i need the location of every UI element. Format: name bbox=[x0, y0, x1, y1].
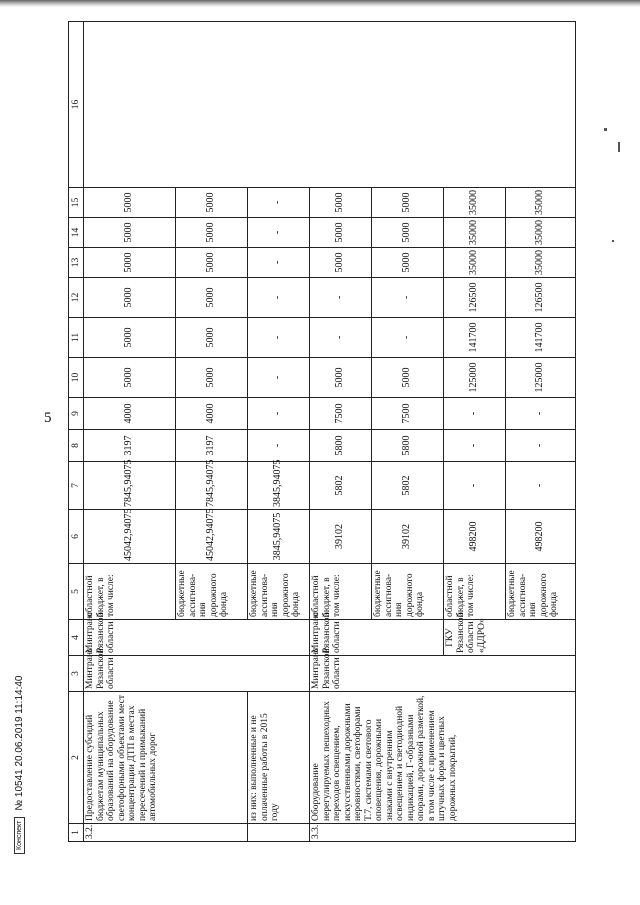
participant-cell: ГКУ Рязанской области «ДДРО» bbox=[444, 620, 576, 656]
value-cell: - bbox=[506, 462, 576, 510]
value-cell: - bbox=[248, 358, 310, 398]
col-header: 15 bbox=[69, 188, 84, 218]
value-cell: 125000 bbox=[444, 358, 506, 398]
col-header: 1 bbox=[69, 824, 84, 842]
value-cell: 5000 bbox=[310, 188, 372, 218]
value-cell: - bbox=[444, 462, 506, 510]
scan-speck bbox=[618, 142, 620, 152]
budget-table bbox=[68, 21, 576, 842]
value-cell: 7500 bbox=[372, 398, 444, 430]
scan-speck bbox=[612, 240, 614, 242]
value-cell: 5800 bbox=[310, 430, 372, 462]
value-cell: - bbox=[248, 218, 310, 248]
scan-top-edge bbox=[0, 0, 640, 7]
value-cell: 4000 bbox=[176, 398, 248, 430]
value-cell: 5000 bbox=[372, 248, 444, 278]
rotated-table-container bbox=[68, 22, 572, 842]
value-cell: 3197 bbox=[176, 430, 248, 462]
col-header: 8 bbox=[69, 430, 84, 462]
value-cell: 498200 bbox=[444, 510, 506, 564]
registration-text: № 10541 20.06.2019 11:14:40 bbox=[13, 675, 25, 811]
value-cell: 5000 bbox=[310, 358, 372, 398]
funding-source: бюджетные ассигнова-ния дорожного фонда bbox=[176, 564, 248, 620]
value-cell: 125000 bbox=[506, 358, 576, 398]
col-header: 2 bbox=[69, 692, 84, 824]
measure-description: Оборудование нерегулируемых пешеходных переходов освещением, искусственными дорожными неровностями, светофорами Т.7, системами светового оповещения, дорожными знаками с внутренним освещением и светодиодной индикацией, Г-образными опорами, дорожной разметкой, в том числе с применением штучных форм и цветных дорожных покрытий, bbox=[310, 692, 576, 824]
value-cell: 39102 bbox=[372, 510, 444, 564]
value-cell: 45042,94075 bbox=[176, 510, 248, 564]
value-cell: 126500 bbox=[506, 278, 576, 318]
registration-stamp bbox=[10, 654, 28, 854]
scan-speck bbox=[604, 128, 607, 131]
value-cell: - bbox=[248, 398, 310, 430]
value-cell: - bbox=[444, 430, 506, 462]
table-row bbox=[84, 22, 176, 842]
col-header: 10 bbox=[69, 358, 84, 398]
col-header: 6 bbox=[69, 510, 84, 564]
value-cell: 4000 bbox=[84, 398, 176, 430]
value-cell: 35000 bbox=[444, 218, 506, 248]
value-cell: 5000 bbox=[84, 318, 176, 358]
value-cell: 5000 bbox=[310, 218, 372, 248]
value-cell: 35000 bbox=[506, 248, 576, 278]
value-cell: 5000 bbox=[84, 358, 176, 398]
value-cell: 141700 bbox=[444, 318, 506, 358]
funding-source: бюджетные ассигнова-ния дорожного фонда bbox=[248, 564, 310, 620]
value-cell: 5000 bbox=[372, 218, 444, 248]
value-cell: 35000 bbox=[506, 218, 576, 248]
value-cell: - bbox=[372, 318, 444, 358]
col-header: 14 bbox=[69, 218, 84, 248]
participant-cell: Минтранс Рязанской области bbox=[310, 620, 444, 656]
row-number: 3.2. bbox=[84, 824, 248, 842]
value-cell: 35000 bbox=[444, 188, 506, 218]
value-cell: - bbox=[444, 398, 506, 430]
value-cell: 5000 bbox=[176, 318, 248, 358]
col-header: 13 bbox=[69, 248, 84, 278]
funding-source: бюджетные ассигнова-ния дорожного фонда bbox=[372, 564, 444, 620]
value-cell: 3845,94075 bbox=[248, 462, 310, 510]
value-cell: 498200 bbox=[506, 510, 576, 564]
value-cell: - bbox=[372, 278, 444, 318]
value-cell: 7845,94075 bbox=[176, 462, 248, 510]
value-cell: 126500 bbox=[444, 278, 506, 318]
col-header: 3 bbox=[69, 656, 84, 692]
value-cell: 5000 bbox=[176, 358, 248, 398]
measure-description: из них: выполненные и не оплаченные работы в 2015 году bbox=[248, 692, 310, 824]
row-number: 3.3. bbox=[310, 824, 576, 842]
col-header: 4 bbox=[69, 620, 84, 656]
col-header: 7 bbox=[69, 462, 84, 510]
value-cell: 5000 bbox=[372, 358, 444, 398]
value-cell: 5802 bbox=[310, 462, 372, 510]
page-number: 5 bbox=[44, 410, 52, 426]
col-header: 9 bbox=[69, 398, 84, 430]
value-cell: 5000 bbox=[176, 218, 248, 248]
value-cell: 5000 bbox=[176, 188, 248, 218]
row-number bbox=[248, 824, 310, 842]
value-cell: 7845,94075 bbox=[84, 462, 176, 510]
executor-cell: Минтранс Рязанской области bbox=[84, 656, 310, 692]
value-cell: - bbox=[248, 248, 310, 278]
value-cell: - bbox=[506, 398, 576, 430]
funding-source: областной бюджет, в том числе: bbox=[444, 564, 506, 620]
value-cell: 5000 bbox=[176, 278, 248, 318]
value-cell: - bbox=[310, 318, 372, 358]
value-cell: - bbox=[248, 430, 310, 462]
value-cell: - bbox=[506, 430, 576, 462]
value-cell: 3197 bbox=[84, 430, 176, 462]
value-cell: 39102 bbox=[310, 510, 372, 564]
value-cell: 5000 bbox=[84, 278, 176, 318]
value-cell: 5800 bbox=[372, 430, 444, 462]
value-cell: 5000 bbox=[372, 188, 444, 218]
value-cell: 5000 bbox=[310, 248, 372, 278]
col-header: 16 bbox=[69, 22, 84, 188]
value-cell: - bbox=[310, 278, 372, 318]
funding-source: бюджетные ассигнова-ния дорожного фонда bbox=[506, 564, 576, 620]
executor-cell: Минтранс Рязанской области bbox=[310, 656, 576, 692]
value-cell: 5802 bbox=[372, 462, 444, 510]
funding-source: областной бюджет, в том числе: bbox=[84, 564, 176, 620]
value-cell: 35000 bbox=[506, 188, 576, 218]
value-cell: 45042,94075 bbox=[84, 510, 176, 564]
value-cell: 35000 bbox=[444, 248, 506, 278]
value-cell: - bbox=[248, 278, 310, 318]
value-cell: - bbox=[248, 188, 310, 218]
value-cell-16 bbox=[84, 22, 576, 188]
funding-source: областной бюджет, в том числе: bbox=[310, 564, 372, 620]
value-cell: 3845,94075 bbox=[248, 510, 310, 564]
value-cell: 7500 bbox=[310, 398, 372, 430]
value-cell: 5000 bbox=[84, 248, 176, 278]
col-header: 11 bbox=[69, 318, 84, 358]
measure-description: Предоставление субсидий бюджетам муниципальных образований на оборудование светофорными объектами мест концентрации ДТП в местах пересечений и примыканий автомобильных дорог bbox=[84, 692, 248, 824]
seal-logo: Конспект bbox=[14, 817, 25, 854]
col-header: 12 bbox=[69, 278, 84, 318]
value-cell: 5000 bbox=[84, 188, 176, 218]
value-cell: 5000 bbox=[84, 218, 176, 248]
value-cell: - bbox=[248, 318, 310, 358]
header-row bbox=[69, 22, 84, 842]
col-header: 5 bbox=[69, 564, 84, 620]
participant-cell: Минтранс Рязанской области bbox=[84, 620, 310, 656]
value-cell: 5000 bbox=[176, 248, 248, 278]
value-cell: 141700 bbox=[506, 318, 576, 358]
